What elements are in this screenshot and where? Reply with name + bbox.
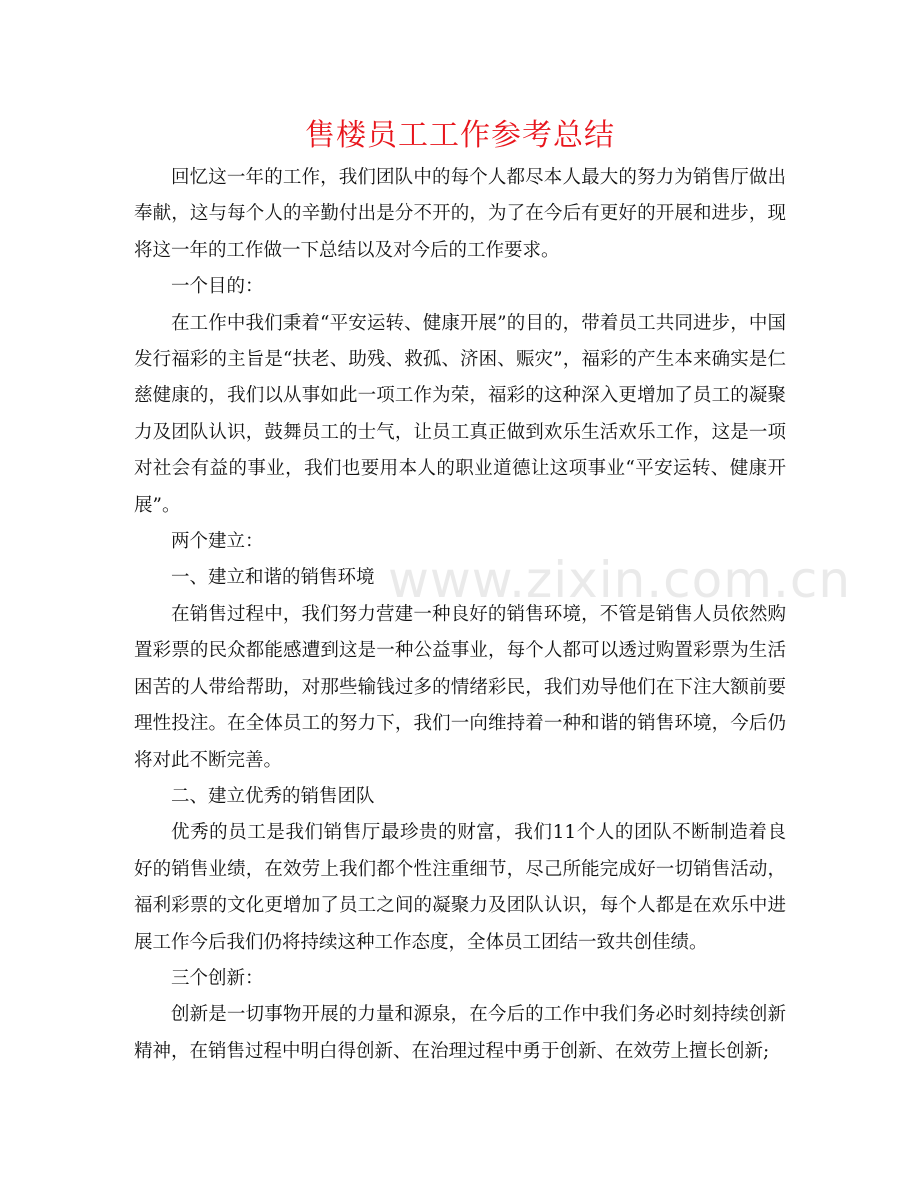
paragraph-intro: 回忆这一年的工作，我们团队中的每个人都尽本人最大的努力为销售厅做出奉献，这与每个人的辛勤付出是分不开的，为了在今后有更好的开展和进步，现将这一年的工作做一下总结以及对今后的工作要求。 [134,167,786,261]
subheading-harmonious-environment: 一、建立和谐的销售环境 [171,567,375,589]
document-title: 售楼员工工作参考总结 [305,118,615,153]
document-body [134,160,786,1070]
watermark: www.zixin.com.cn [388,551,852,609]
heading-three-innovations: 三个创新： [171,967,264,989]
subheading-excellent-team: 二、建立优秀的销售团队 [171,785,375,807]
heading-two-establishments: 两个建立： [171,531,264,553]
paragraph-team: 优秀的员工是我们销售厅最珍贵的财富，我们11个人的团队不断制造着良好的销售业绩，在效劳上我们都个性注重细节，尽己所能完成好一切销售活动，福利彩票的文化更增加了员工之间的凝聚力及团队认识，每个人都是在欢乐中进展工作今后我们仍将持续这种工作态度，全体员工团结一致共创佳绩。 [134,822,786,953]
paragraph-environment: 在销售过程中，我们努力营建一种良好的销售环境，不管是销售人员依然购置彩票的民众都能感遭到这是一种公益事业，每个人都可以透过购置彩票为生活困苦的人带给帮助，对那些输钱过多的情绪彩民，我们劝导他们在下注大额前要理性投注。在全体员工的努力下，我们一向维持着一种和谐的销售环境，今后仍将对此不断完善。 [134,603,786,771]
paragraph-innovation: 创新是一切事物开展的力量和源泉，在今后的工作中我们务必时刻持续创新精神，在销售过程中明白得创新、在治理过程中勇于创新、在效劳上擅长创新; [134,1004,786,1062]
paragraph-goal: 在工作中我们秉着“平安运转、健康开展”的目的，带着员工共同进步，中国发行福彩的主旨是“扶老、助残、救孤、济困、赈灾”，福彩的产生本来确实是仁慈健康的，我们以从事如此一项工作为荣，福彩的这种深入更增加了员工的凝聚力及团队认识，鼓舞员工的士气，让员工真正做到欢乐生活欢乐工作，这是一项对社会有益的事业，我们也要用本人的职业道德让这项事业“平安运转、健康开展”。 [134,312,786,516]
heading-one-goal: 一个目的： [171,276,264,298]
